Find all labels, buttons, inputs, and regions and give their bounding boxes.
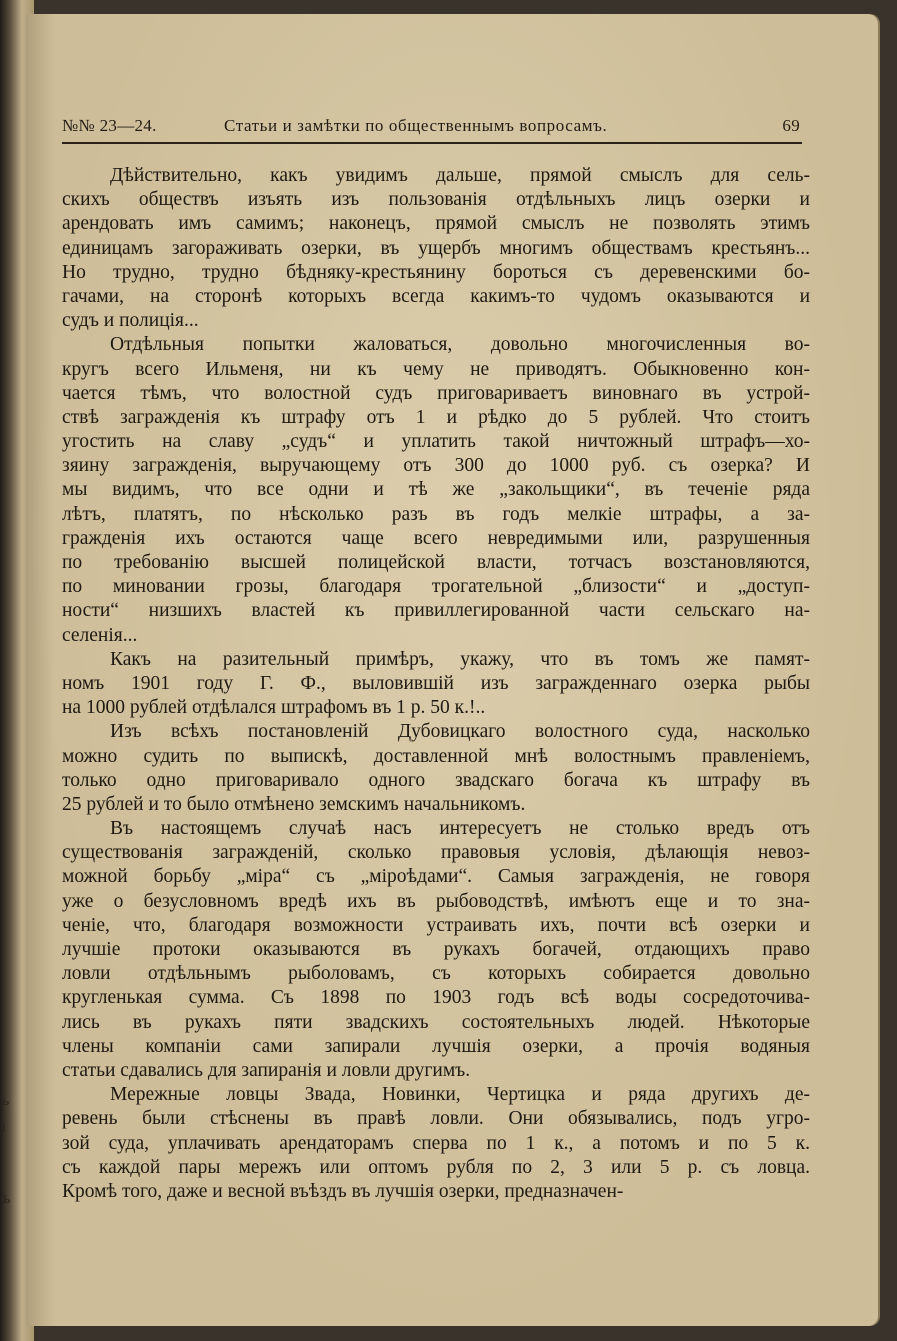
text-line: чается тѣмъ, что волостной судъ приговариваетъ виновнаго въ устрой- xyxy=(62,382,810,404)
page-number: 69 xyxy=(782,116,800,135)
text-line: по требованію высшей полицейской власти, тотчасъ возстановляются, xyxy=(62,552,810,573)
paragraph xyxy=(62,720,810,817)
text-line: кругленькая сумма. Съ 1898 по 1903 годъ всѣ воды сосредоточива- xyxy=(62,987,810,1009)
book-page xyxy=(26,14,878,1326)
text-line: Дѣйствительно, какъ увидимъ дальше, прямой смыслъ для сель- xyxy=(110,165,810,186)
paragraph xyxy=(62,817,810,1083)
text-line: на 1000 рублей отдѣлался штрафомъ въ 1 р. 50 к.!.. xyxy=(62,697,486,719)
article-body xyxy=(62,164,810,1204)
paragraph xyxy=(62,333,810,647)
text-line: можной борьбу „міра“ съ „міроѣдами“. Самыя загражденія, не говоря xyxy=(62,866,810,888)
text-line: по миновании грозы, благодаря трогательной „близости“ и „доступ- xyxy=(62,576,810,598)
paragraph xyxy=(62,648,810,721)
text-line: Но трудно, трудно бѣдняку-крестьянину бороться съ деревенскими бо- xyxy=(62,261,810,283)
text-line: 25 рублей и то было отмѣнено земскимъ начальникомъ. xyxy=(62,793,526,815)
edge-char: ъ xyxy=(2,1190,11,1207)
paragraph xyxy=(62,164,810,333)
issue-number: №№ 23—24. xyxy=(62,116,157,135)
text-line: Кромѣ того, даже и весной въѣздъ въ лучшія озерки, предназначен- xyxy=(62,1180,624,1202)
text-line: Какъ на разительный примѣръ, укажу, что въ томъ же памят- xyxy=(110,648,810,670)
text-line: Въ настоящемъ случаѣ насъ интересуетъ не столько вредъ отъ xyxy=(110,818,810,840)
text-line: ствѣ загражденія къ штрафу отъ 1 и рѣдко до 5 рублей. Что стоитъ xyxy=(62,406,810,428)
text-line: кругъ всего Ильменя, ни къ чему не приводятъ. Обыкновенно кон- xyxy=(62,358,810,380)
text-line: лись въ рукахъ пяти звадскихъ состоятельныхъ людей. Нѣкоторые xyxy=(62,1011,810,1033)
text-line: номъ 1901 году Г. Ф., выловившій изъ загражденнаго озерка рыбы xyxy=(62,672,810,694)
text-line: можно судить по выпискѣ, доставленной мнѣ волостнымъ правленіемъ, xyxy=(62,745,810,767)
text-line: гачами, на сторонѣ которыхъ всегда какимъ-то чудомъ оказываются и xyxy=(62,285,810,307)
text-line: статьи сдавались для запиранія и ловли другимъ. xyxy=(62,1059,471,1081)
text-line: ченіе, что, благодаря возможности устраивать ихъ, почти всѣ озерки и xyxy=(62,914,810,936)
text-line: угостить на славу „судъ“ и уплатить такой ничтожный штрафъ—хо- xyxy=(62,431,810,453)
text-line: только одно приговаривало одного звадскаго богача къ штрафу въ xyxy=(62,769,810,791)
text-line: съ каждой пары мережъ или оптомъ рубля по 2, 3 или 5 р. съ ловца. xyxy=(62,1156,810,1178)
text-line: Изъ всѣхъ постановленій Дубовицкаго волостного суда, насколько xyxy=(110,721,810,743)
paragraph xyxy=(62,1083,810,1204)
text-line: ловли отдѣльнымъ рыболовамъ, съ которыхъ собирается довольно xyxy=(62,963,810,985)
text-line: гражденія ихъ остаются чаще всего невредимыми или, разрушенныя xyxy=(62,527,810,549)
text-line: существованія загражденій, сколько правовыя условія, дѣлающія невоз- xyxy=(62,842,810,864)
text-line: зяину загражденія, выручающему отъ 300 до 1000 руб. съ озерка? И xyxy=(62,455,810,477)
edge-char: ı xyxy=(2,1118,7,1135)
text-line: ревень были стѣснены въ правѣ ловли. Они обязывались, подъ угро- xyxy=(62,1108,810,1130)
text-line: лѣтъ, платятъ, по нѣсколько разъ въ годъ мелкіе штрафы, а за- xyxy=(62,503,810,525)
text-line: мы видимъ, что все одни и тѣ же „закольщики“, въ теченіе ряда xyxy=(62,479,810,501)
running-header xyxy=(62,114,802,144)
text-line: единицамъ загораживать озерки, въ ущербъ многимъ обществамъ крестьянъ... xyxy=(62,237,810,259)
text-line: члены компаніи сами запирали лучшія озерки, а прочія водяныя xyxy=(62,1035,810,1057)
text-line: скихъ обществъ изъять изъ пользованія отдѣльныхъ лицъ озерки и xyxy=(62,189,810,211)
edge-char: ь xyxy=(2,1092,10,1109)
text-line: Отдѣльныя попытки жаловаться, довольно многочисленныя во- xyxy=(110,334,810,356)
text-line: арендовать имъ самимъ; наконецъ, прямой смыслъ не позволять этимъ xyxy=(62,213,810,235)
text-line: ности“ низшихъ властей къ привиллегированной части сельскаго на- xyxy=(62,600,810,622)
text-line: судъ и полиція... xyxy=(62,310,199,332)
text-line: селенія... xyxy=(62,624,138,646)
text-line: Мережные ловцы Звада, Новинки, Чертицка и ряда другихъ де- xyxy=(110,1084,810,1106)
text-line: лучшіе протоки оказываются въ рукахъ богачей, отдающихъ право xyxy=(62,939,810,960)
section-title: Статьи и замѣтки по общественнымъ вопросамъ. xyxy=(224,116,608,135)
text-line: уже о безусловномъ вредѣ ихъ въ рыбоводствѣ, имѣютъ еще и то зна- xyxy=(62,890,810,912)
text-line: зой суда, уплачивать арендаторамъ сперва по 1 к., а потомъ и по 5 к. xyxy=(62,1132,810,1154)
